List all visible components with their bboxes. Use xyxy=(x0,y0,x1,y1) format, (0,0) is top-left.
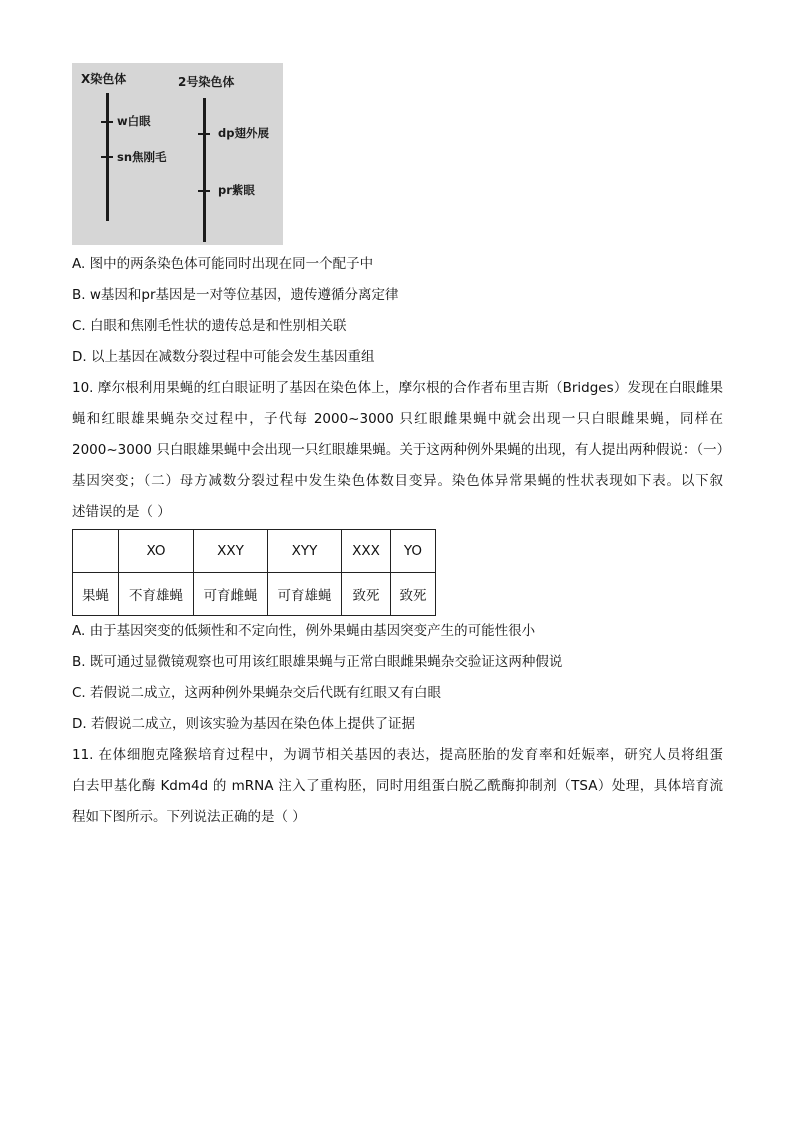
chromosome-phenotype-table xyxy=(72,529,436,616)
w-gene-label: w白眼 xyxy=(117,114,151,128)
q10-option-a: A. 由于基因突变的低频性和不定向性，例外果蝇由基因突变产生的可能性很小 xyxy=(72,623,536,639)
q9-option-b: B. w基因和pr基因是一对等位基因，遗传遵循分离定律 xyxy=(72,287,399,303)
table-cell: XXY xyxy=(194,530,268,573)
table-cell: XXX xyxy=(342,530,391,573)
q9-option-a: A. 图中的两条染色体可能同时出现在同一个配子中 xyxy=(72,256,374,272)
q10-option-d: D. 若假说二成立，则该实验为基因在染色体上提供了证据 xyxy=(72,716,415,732)
q11-stem-line: 程如下图所示。下列说法正确的是（ ） xyxy=(72,809,306,825)
table-cell: 可育雄蝇 xyxy=(268,573,342,616)
chromosome-figure xyxy=(72,63,283,245)
q10-stem-line: 述错误的是（ ） xyxy=(72,504,171,520)
table-cell: 致死 xyxy=(391,573,436,616)
q10-option-c: C. 若假说二成立，这两种例外果蝇杂交后代既有红眼又有白眼 xyxy=(72,685,442,701)
table-cell: YO xyxy=(391,530,436,573)
x-chromosome-label: X染色体 xyxy=(81,72,127,86)
table-cell: 不育雄蝇 xyxy=(119,573,194,616)
q10-stem-line: 蝇和红眼雄果蝇杂交过程中，子代每 2000~3000 只红眼雌果蝇中就会出现一只白眼雌果蝇，同样在 xyxy=(72,411,723,427)
table-cell: 果蝇 xyxy=(73,573,119,616)
sn-gene-label: sn焦刚毛 xyxy=(117,150,167,164)
table-cell: 可育雌蝇 xyxy=(194,573,268,616)
q11-stem-line: 白去甲基化酶 Kdm4d 的 mRNA 注入了重构胚，同时用组蛋白脱乙酰酶抑制剂（TSA）处理，具体培育流 xyxy=(72,778,723,794)
dp-gene-tick xyxy=(198,133,210,135)
q9-option-d: D. 以上基因在减数分裂过程中可能会发生基因重组 xyxy=(72,349,375,365)
chr2-line xyxy=(203,98,206,242)
table-header-row xyxy=(73,530,436,573)
pr-gene-tick xyxy=(198,190,210,192)
table-cell: XO xyxy=(119,530,194,573)
chr2-label: 2号染色体 xyxy=(178,75,235,89)
q10-stem-line: 基因突变；（二）母方减数分裂过程中发生染色体数目变异。染色体异常果蝇的性状表现如下表。以下叙 xyxy=(72,473,723,489)
pr-gene-label: pr紫眼 xyxy=(218,183,255,197)
q10-option-b: B. 既可通过显微镜观察也可用该红眼雄果蝇与正常白眼雌果蝇杂交验证这两种假说 xyxy=(72,654,563,670)
q10-stem-line: 2000~3000 只白眼雄果蝇中会出现一只红眼雄果蝇。关于这两种例外果蝇的出现，有人提出两种假说：（一） xyxy=(72,442,731,458)
table-row xyxy=(73,573,436,616)
table-cell xyxy=(73,530,119,573)
sn-gene-tick xyxy=(101,156,113,158)
q10-stem-line: 10. 摩尔根利用果蝇的红白眼证明了基因在染色体上，摩尔根的合作者布里吉斯（Bridges）发现在白眼雌果 xyxy=(72,380,723,396)
dp-gene-label: dp翅外展 xyxy=(218,126,269,140)
w-gene-tick xyxy=(101,121,113,123)
q9-option-c: C. 白眼和焦刚毛性状的遗传总是和性别相关联 xyxy=(72,318,347,334)
table-cell: 致死 xyxy=(342,573,391,616)
table-cell: XYY xyxy=(268,530,342,573)
q11-stem-line: 11. 在体细胞克隆猴培育过程中，为调节相关基因的表达，提高胚胎的发育率和妊娠率，研究人员将组蛋 xyxy=(72,747,723,763)
